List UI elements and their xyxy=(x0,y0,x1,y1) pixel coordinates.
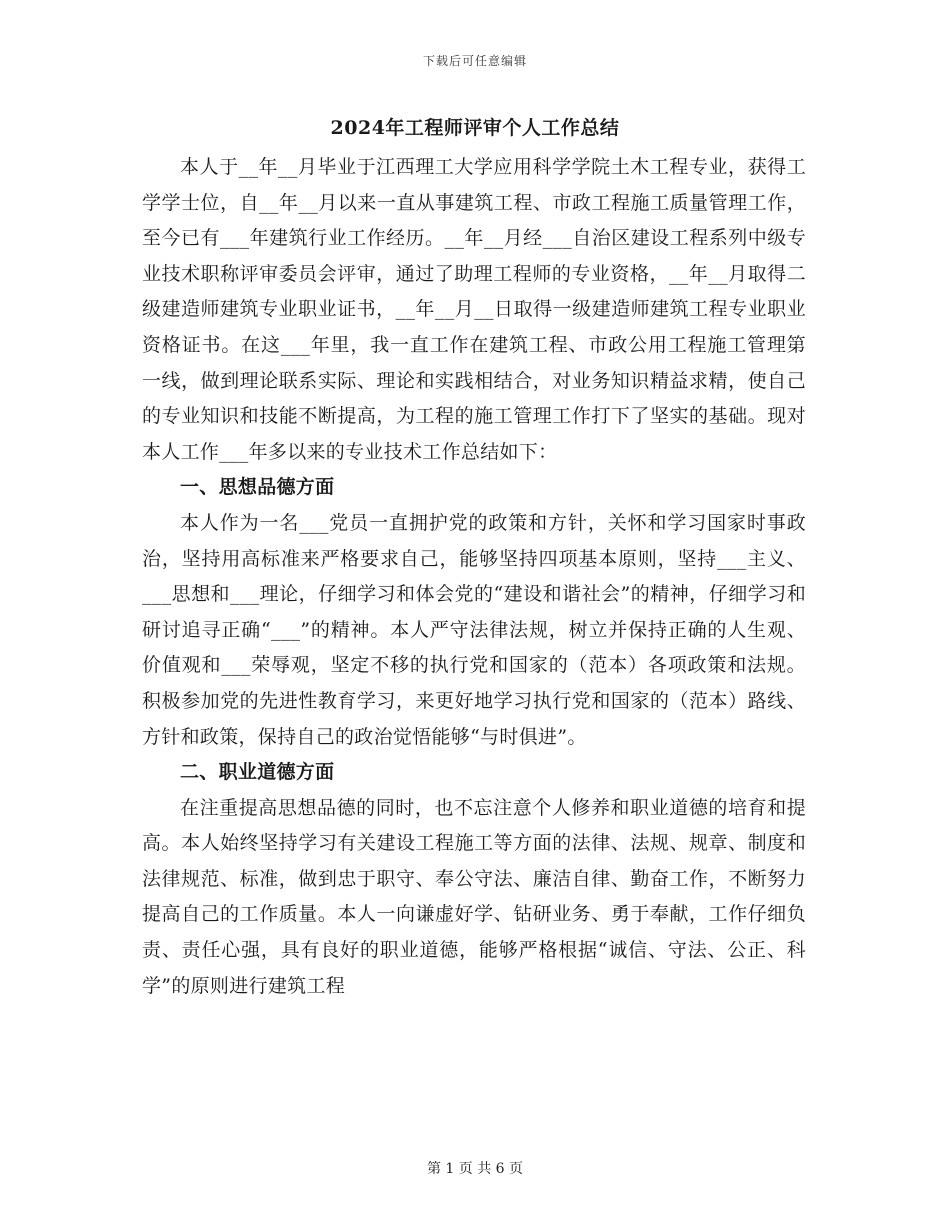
section-paragraph-ethics: 在注重提高思想品德的同时，也不忘注意个人修养和职业道德的培育和提高。本人始终坚持学习有关建设工程施工等方面的法律、法规、规章、制度和法律规范、标准，做到忠于职守、奉公守法、廉洁自律、勤奋工作，不断努力提高自己的工作质量。本人一向谦虚好学、钻研业务、勇于奉献，工作仔细负责、责任心强，具有良好的职业道德，能够严格根据“诚信、守法、公正、科学”的原则进行建筑工程 xyxy=(142,796,806,997)
section-heading-ethics: 二、职业道德方面 xyxy=(180,761,335,784)
document-body xyxy=(142,150,806,1004)
page-header-note: 下载后可任意编辑 xyxy=(422,54,527,68)
section-paragraph-ideology: 本人作为一名___党员一直拥护党的政策和方针，关怀和学习国家时事政治，坚持用高标准来严格要求自己，能够坚持四项基本原则，坚持___主义、___思想和___理论，仔细学习和体会党的“建设和谐社会”的精神，仔细学习和研讨追寻正确“___”的精神。本人严守法律法规，树立并保持正确的人生观、价值观和___荣辱观，坚定不移的执行党和国家的（范本）各项政策和法规。积极参加党的先进性教育学习，来更好地学习执行党和国家的（范本）路线、方针和政策，保持自己的政治觉悟能够“与时俱进”。 xyxy=(142,511,806,748)
document-title: 2024年工程师评审个人工作总结 xyxy=(330,117,620,139)
section-heading-ideology: 一、思想品德方面 xyxy=(180,476,335,499)
intro-paragraph: 本人于__年__月毕业于江西理工大学应用科学学院土木工程专业，获得工学学士位，自__年__月以来一直从事建筑工程、市政工程施工质量管理工作，至今已有___年建筑行业工作经历。__年__月经___自治区建设工程系列中级专业技术职称评审委员会评审，通过了助理工程师的专业资格，__年__月取得二级建造师建筑专业职业证书，__年__月__日取得一级建造师建筑工程专业职业资格证书。在这___年里，我一直工作在建筑工程、市政公用工程施工管理第一线，做到理论联系实际、理论和实践相结合，对业务知识精益求精，使自己的专业知识和技能不断提高，为工程的施工管理工作打下了坚实的基础。现对本人工作___年多以来的专业技术工作总结如下： xyxy=(142,156,806,463)
page-number: 第 1 页 共 6 页 xyxy=(426,1161,524,1177)
